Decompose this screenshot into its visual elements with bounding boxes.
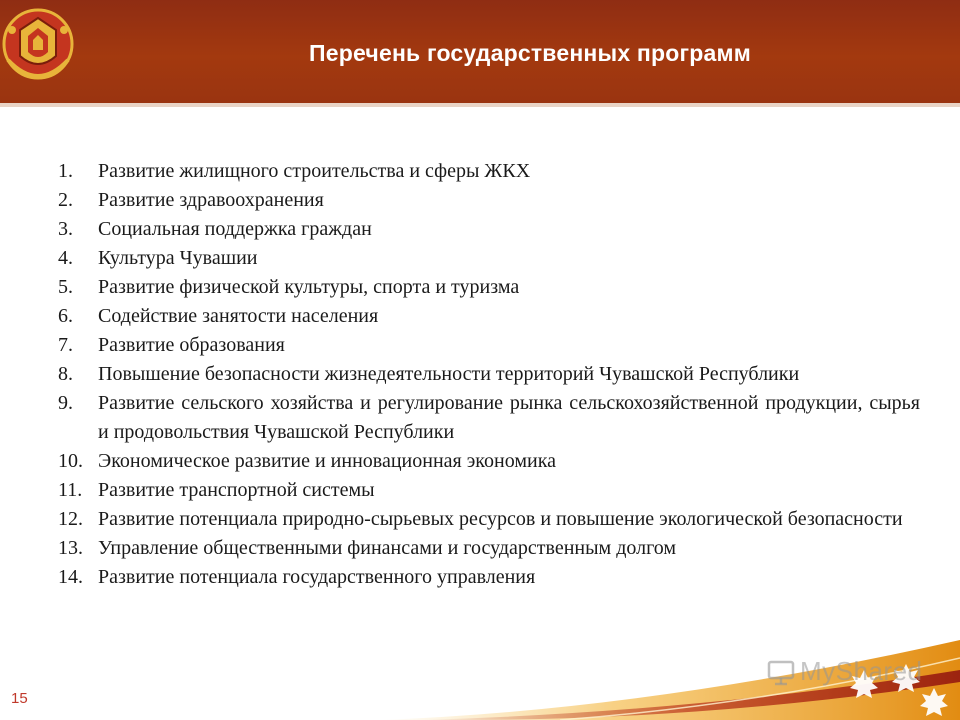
- item-text: Содействие занятости населения: [98, 305, 379, 327]
- list-item: [58, 534, 920, 563]
- item-number: 8.: [58, 363, 73, 385]
- item-text: Социальная поддержка граждан: [98, 218, 372, 240]
- list-item: [58, 215, 920, 244]
- item-number: 3.: [58, 218, 73, 240]
- item-number: 12.: [58, 508, 83, 530]
- item-text: Развитие транспортной системы: [98, 479, 375, 501]
- item-text: Развитие образования: [98, 334, 285, 356]
- item-number: 10.: [58, 450, 83, 472]
- item-text: Экономическое развитие и инновационная экономика: [98, 450, 556, 472]
- programs-list: [58, 157, 920, 592]
- item-text: Развитие жилищного строительства и сферы ЖКХ: [98, 160, 531, 182]
- list-item: [58, 505, 920, 534]
- item-number: 7.: [58, 334, 73, 356]
- item-number: 6.: [58, 305, 73, 327]
- slide-title: Перечень государственных программ: [309, 40, 751, 66]
- list-item: [58, 302, 920, 331]
- item-text: Управление общественными финансами и государственным долгом: [98, 537, 677, 559]
- item-text: Развитие физической культуры, спорта и туризма: [98, 276, 520, 298]
- item-text: Развитие потенциала природно-сырьевых ресурсов и повышение экологической безопасности: [98, 508, 903, 530]
- item-number: 13.: [58, 537, 83, 559]
- coat-of-arms-icon: [0, 0, 82, 100]
- list-item: [58, 273, 920, 302]
- item-text: Развитие сельского хозяйства и регулирование рынка сельскохозяйственной продукции, сырья и продовольствия Чувашской Республики: [98, 392, 920, 443]
- list-item: [58, 244, 920, 273]
- item-number: 2.: [58, 189, 73, 211]
- list-item: [58, 476, 920, 505]
- item-number: 9.: [58, 392, 73, 414]
- item-number: 14.: [58, 566, 83, 588]
- item-number: 5.: [58, 276, 73, 298]
- presentation-icon: [766, 658, 796, 686]
- list-item: [58, 186, 920, 215]
- item-text: Культура Чувашии: [98, 247, 258, 269]
- list-item: [58, 447, 920, 476]
- item-number: 1.: [58, 160, 73, 182]
- item-text: Развитие потенциала государственного управления: [98, 566, 536, 588]
- list-item: [58, 360, 920, 389]
- watermark-text: MyShared: [800, 656, 923, 686]
- item-text: Развитие здравоохранения: [98, 189, 324, 211]
- page-number: 15: [11, 690, 28, 707]
- footer-decoration: [0, 560, 960, 720]
- item-number: 11.: [58, 479, 83, 501]
- list-item: [58, 389, 920, 447]
- header-divider: [0, 103, 960, 107]
- item-text: Повышение безопасности жизнедеятельности территорий Чувашской Республики: [98, 363, 800, 385]
- watermark: [766, 656, 923, 687]
- list-item: [58, 157, 920, 186]
- item-number: 4.: [58, 247, 73, 269]
- slide-header: [0, 0, 960, 103]
- list-item: [58, 331, 920, 360]
